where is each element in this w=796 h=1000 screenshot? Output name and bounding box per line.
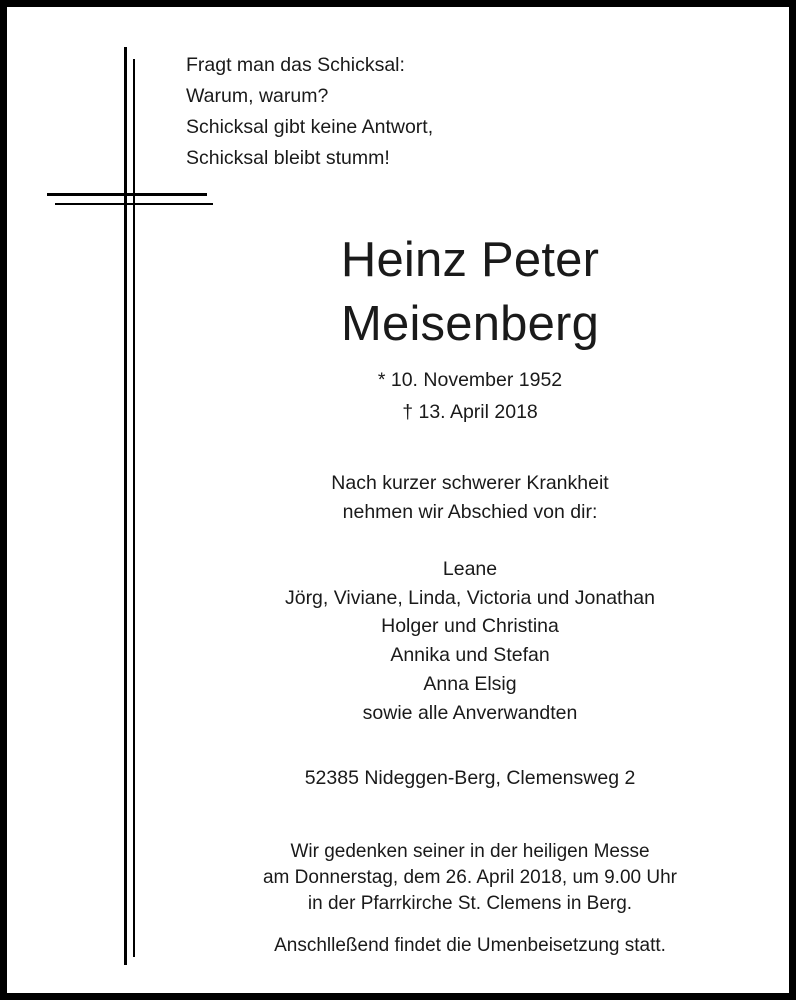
mass-announcement xyxy=(170,839,770,917)
family-address xyxy=(170,764,770,793)
mourners-list xyxy=(170,555,770,727)
mourner-line: Holger und Christina xyxy=(381,615,559,638)
verse-line: Schicksal gibt keine Antwort, xyxy=(186,116,434,138)
verse-line: Warum, warum? xyxy=(186,85,329,107)
deceased-surname: Meisenberg xyxy=(340,297,600,351)
verse-line: Fragt man das Schicksal: xyxy=(186,54,405,76)
cross-vertical-bar xyxy=(124,47,127,965)
mourner-line: Anna Elsig xyxy=(423,672,517,695)
mourner-line: sowie alle Anverwandten xyxy=(362,701,578,724)
farewell-line: Nach kurzer schwerer Krankheit xyxy=(331,472,609,494)
mass-line: am Donnerstag, dem 26. April 2018, um 9.00 Uhr xyxy=(262,867,677,888)
life-dates xyxy=(170,364,770,428)
farewell-text xyxy=(170,469,770,527)
mourner-line: Leane xyxy=(442,558,498,580)
cross-horizontal-bar-lower xyxy=(55,203,213,205)
deceased-first-names: Heinz Peter xyxy=(340,233,600,287)
verse-line: Schicksal bleibt stumm! xyxy=(186,147,390,169)
birth-date: * 10. November 1952 xyxy=(377,369,563,391)
opening-verse xyxy=(186,50,433,174)
cross-horizontal-bar xyxy=(47,193,207,196)
mass-line: in der Pfarrkirche St. Clemens in Berg. xyxy=(307,893,633,914)
mourner-line: Annika und Stefan xyxy=(390,644,550,667)
deceased-name xyxy=(170,228,770,356)
burial-note xyxy=(170,933,770,959)
farewell-line: nehmen wir Abschied von dir: xyxy=(342,501,598,523)
mass-line: Wir gedenken seiner in der heiligen Messe xyxy=(290,841,650,862)
address-line: 52385 Nideggen-Berg, Clemensweg 2 xyxy=(304,767,636,789)
mourner-line: Jörg, Viviane, Linda, Victoria und Jonathan xyxy=(284,586,656,609)
death-date: † 13. April 2018 xyxy=(402,401,538,423)
burial-line: Anschlleßend findet die Umenbeisetzung statt. xyxy=(274,935,666,956)
